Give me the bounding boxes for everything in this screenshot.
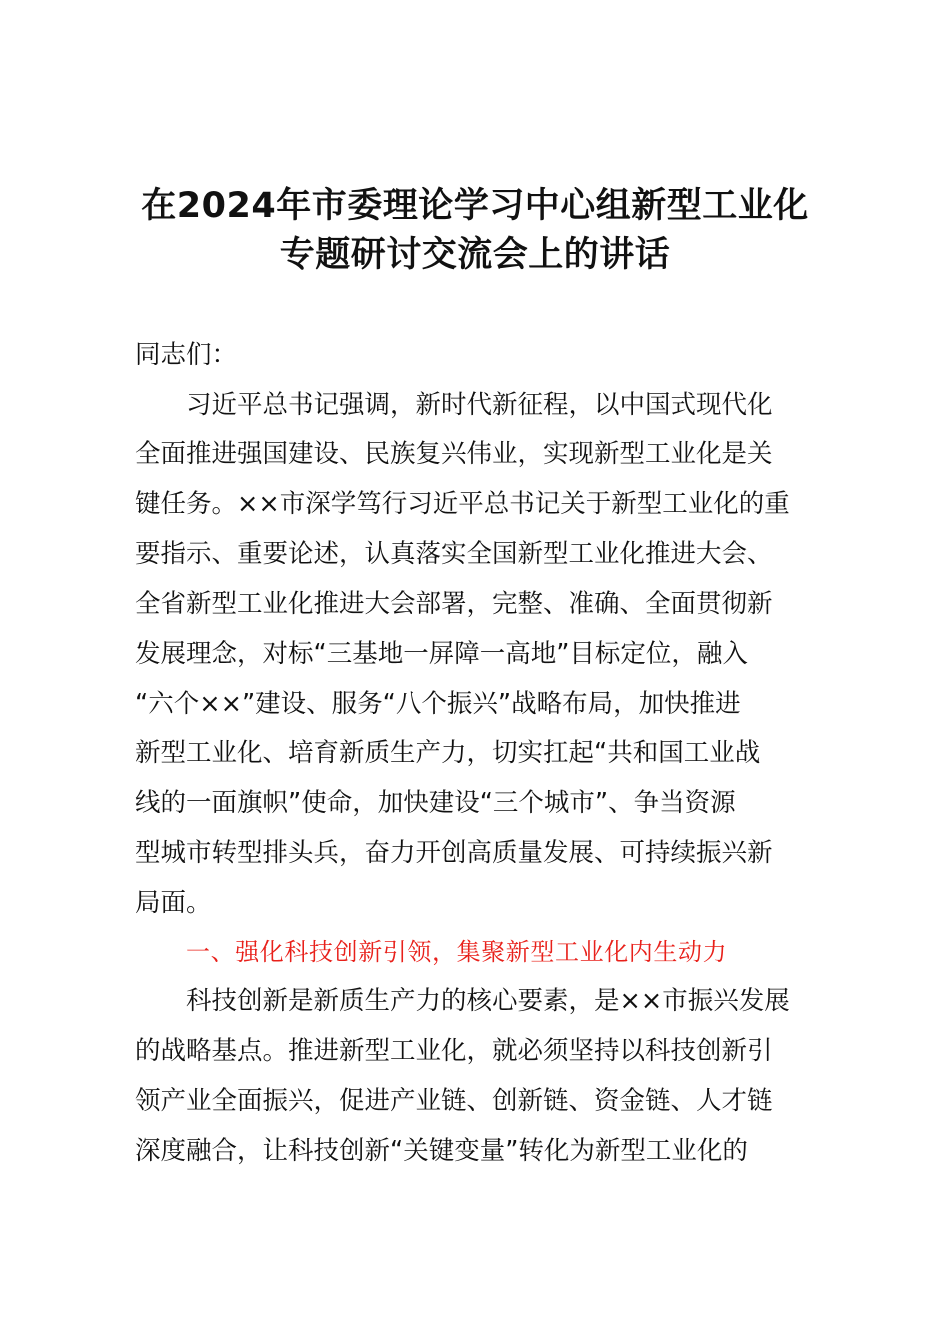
salutation: 同志们： [135,340,238,370]
document-title-line-2: 专题研讨交流会上的讲话 [279,235,671,275]
paragraph-1-line: 新型工业化、培育新质生产力，切实扛起“共和国工业战 [135,738,761,768]
paragraph-1-line: “六个××”建设、服务“八个振兴”战略布局，加快推进 [135,689,741,719]
paragraph-1-line: 全省新型工业化推进大会部署，完整、准确、全面贯彻新 [135,589,773,619]
paragraph-2-line: 科技创新是新质生产力的核心要素，是××市振兴发展 [186,986,790,1016]
paragraph-2-line: 的战略基点。推进新型工业化，就必须坚持以科技创新引 [135,1036,773,1066]
paragraph-1-line: 要指示、重要论述，认真落实全国新型工业化推进大会、 [135,539,773,569]
paragraph-1-line: 发展理念，对标“三基地一屏障一高地”目标定位，融入 [135,639,748,669]
paragraph-2-line: 深度融合，让科技创新“关键变量”转化为新型工业化的 [135,1136,748,1166]
paragraph-1-line: 型城市转型排头兵，奋力开创高质量发展、可持续振兴新 [135,838,773,868]
paragraph-1-line: 习近平总书记强调，新时代新征程，以中国式现代化 [186,390,773,420]
paragraph-1-line: 全面推进强国建设、民族复兴伟业，实现新型工业化是关 [135,439,773,469]
paragraph-2-line: 领产业全面振兴，促进产业链、创新链、资金链、人才链 [135,1086,773,1116]
paragraph-1-line: 局面。 [135,888,212,918]
paragraph-1-line: 线的一面旗帜”使命，加快建设“三个城市”、争当资源 [135,788,736,818]
document-title-line-1: 在2024年市委理论学习中心组新型工业化 [141,186,809,226]
paragraph-1-line: 键任务。××市深学笃行习近平总书记关于新型工业化的重 [135,489,790,519]
section-1-heading: 一、强化科技创新引领，集聚新型工业化内生动力 [186,938,728,966]
